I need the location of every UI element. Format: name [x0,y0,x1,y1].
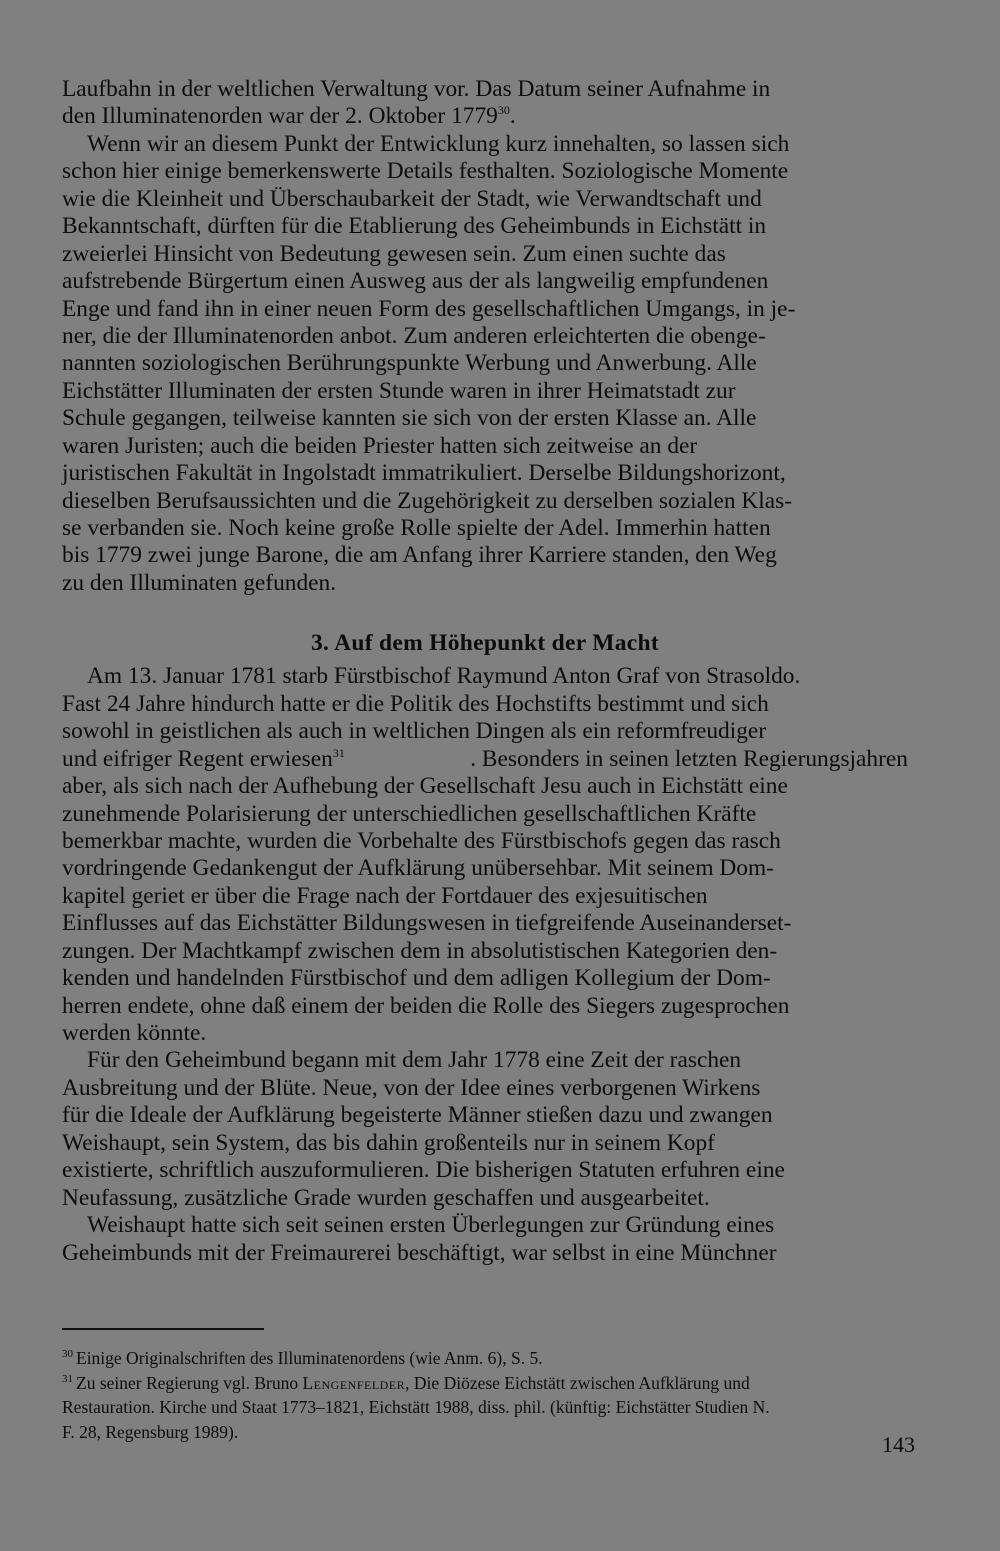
paragraph-2 [62,131,908,597]
text-line: Eichstätter Illuminaten der ersten Stunde waren in ihrer Heimatstadt zur [62,377,736,404]
section-heading-wrap [62,597,908,663]
text-line: wie die Kleinheit und Überschaubarkeit der Stadt, wie Verwandtschaft und [62,185,762,212]
text-line [62,103,908,130]
footnote-ref-30: 30 [497,103,510,118]
text-line: zweierlei Hinsicht von Bedeutung gewesen sein. Zum einen suchte das [62,240,726,267]
footnote-31 [62,1371,912,1396]
text-line: schon hier einige bemerkenswerte Details festhalten. Soziologische Momente [62,158,789,185]
footnote-text: Zu seiner Regierung vgl. Bruno [76,1372,299,1393]
text-line: werden könnte. [62,1020,207,1046]
paragraph-3 [62,663,908,1047]
page-number: 143 [882,1432,915,1457]
text-line: kenden und handelnden Fürstbischof und dem adligen Kollegium der Dom- [62,965,771,992]
text-line: Schule gegangen, teilweise kannten sie sich von der ersten Klasse an. Alle [62,405,757,432]
text-line: Weishaupt hatte sich seit seinen ersten Überlegungen zur Gründung eines [87,1212,775,1239]
footnotes [62,1346,912,1444]
paragraph-1 [62,76,908,131]
text-line: kapitel geriet er über die Frage nach der Fortdauer des exjesuitischen [62,882,708,909]
text-segment: den Illuminatenorden war der 2. Oktober 1779$^{30}$. [62,103,516,130]
text-line: Wenn wir an diesem Punkt der Entwicklung kurz innehalten, so lassen sich [87,130,790,157]
text-line: zu den Illuminaten gefunden. [62,569,337,596]
text-line: aber, als sich nach der Aufhebung der Gesellschaft Jesu auch in Eichstätt eine [62,773,788,800]
text-line: Bekanntschaft, dürften für die Etablierung des Geheimbunds in Eichstätt in [62,213,767,240]
text-line: dieselben Berufsaussichten und die Zugehörigkeit zu derselben sozialen Klas- [62,487,793,514]
text-line: Weishaupt, sein System, das bis dahin großenteils nur in seinem Kopf [62,1129,715,1156]
footnote-text: , Die Diözese Eichstätt zwischen Aufklärung und [405,1372,750,1393]
text-line: waren Juristen; auch die beiden Priester hatten sich zeitweise an der [62,432,698,459]
footnote-mark: 31 [62,1372,73,1385]
text-line: Ausbreitung und der Blüte. Neue, von der Idee eines verborgenen Wirkens [62,1074,761,1101]
text-line: Fast 24 Jahre hindurch hatte er die Politik des Hochstifts bestimmt und sich [62,690,769,717]
text-line: für die Ideale der Aufklärung begeisterte Männer stießen dazu und zwangen [62,1102,773,1129]
text-line: zunehmende Polarisierung der unterschiedlichen gesellschaftlichen Kräfte [62,800,757,827]
footnote-ref-31: 31 [332,745,345,760]
text-line: Am 13. Januar 1781 starb Fürstbischof Raymund Anton Graf von Strasoldo. [87,663,801,690]
main-text [62,76,908,1267]
footnote-31-line-3: F. 28, Regensburg 1989). [62,1421,239,1442]
footnote-divider [62,1328,264,1330]
text-line [62,746,908,773]
paragraph-4 [62,1047,908,1212]
text-line: zungen. Der Machtkampf zwischen dem in absolutistischen Kategorien den- [62,937,778,964]
text-line: Einflusses auf das Eichstätter Bildungswesen in tiefgreifende Auseinanderset- [62,910,792,937]
text-line: se verbanden sie. Noch keine große Rolle spielte der Adel. Immerhin hatten [62,515,771,541]
text-line: nannten soziologischen Berührungspunkte Werbung und Anwerbung. Alle [62,350,757,377]
author-name: Lengenfelder [302,1372,406,1393]
text-line: vordringende Gedankengut der Aufklärung unübersehbar. Mit seinem Dom- [62,855,774,882]
text-segment: und eifriger Regent erwiesen$^{31}$ . Besonders in seinen letzten Regierungsjahren [62,745,908,772]
text-line: Laufbahn in der weltlichen Verwaltung vor. Das Datum seiner Aufnahme in [62,76,771,102]
text-line: Für den Geheimbund begann mit dem Jahr 1778 eine Zeit der raschen [87,1047,742,1074]
text-line: sowohl in geistlichen als auch in weltlichen Dingen als ein reformfreudiger [62,718,767,745]
text-line: Geheimbunds mit der Freimaurerei beschäftigt, war selbst in eine Münchner [62,1239,777,1266]
footnote-text: Einige Originalschriften des Illuminatenordens (wie Anm. 6), S. 5. [76,1348,543,1368]
footnote-30 [62,1346,912,1371]
text-line: bis 1779 zwei junge Barone, die am Anfang ihrer Karriere standen, den Weg [62,542,777,569]
text-line: bemerkbar machte, wurden die Vorbehalte des Fürstbischofs gegen das rasch [62,827,781,854]
section-heading: 3. Auf dem Höhepunkt der Macht [310,630,660,657]
text-line: juristischen Fakultät in Ingolstadt immatrikuliert. Derselbe Bildungshorizont, [62,460,786,487]
text-line: ner, die der Illuminatenorden anbot. Zum anderen erleichterten die obenge- [62,322,766,349]
text-line: Neufassung, zusätzliche Grade wurden geschaffen und ausgearbeitet. [62,1184,710,1211]
footnote-31-line-2: Restauration. Kirche und Staat 1773–1821, Eichstätt 1988, diss. phil. (künftig: Eichstätter Studien N. [62,1397,770,1417]
text-line: herren endete, ohne daß einem der beiden die Rolle des Siegers zugesprochen [62,992,790,1019]
paragraph-5 [62,1212,908,1267]
text-line: aufstrebende Bürgertum einen Ausweg aus der als langweilig empfundenen [62,268,769,295]
text-line: Enge und fand ihn in einer neuen Form des gesellschaftlichen Umgangs, in je- [62,295,796,322]
footnote-mark: 30 [62,1348,73,1361]
text-line: existierte, schriftlich auszuformulieren. Die bisherigen Statuten erfuhren eine [62,1157,785,1184]
